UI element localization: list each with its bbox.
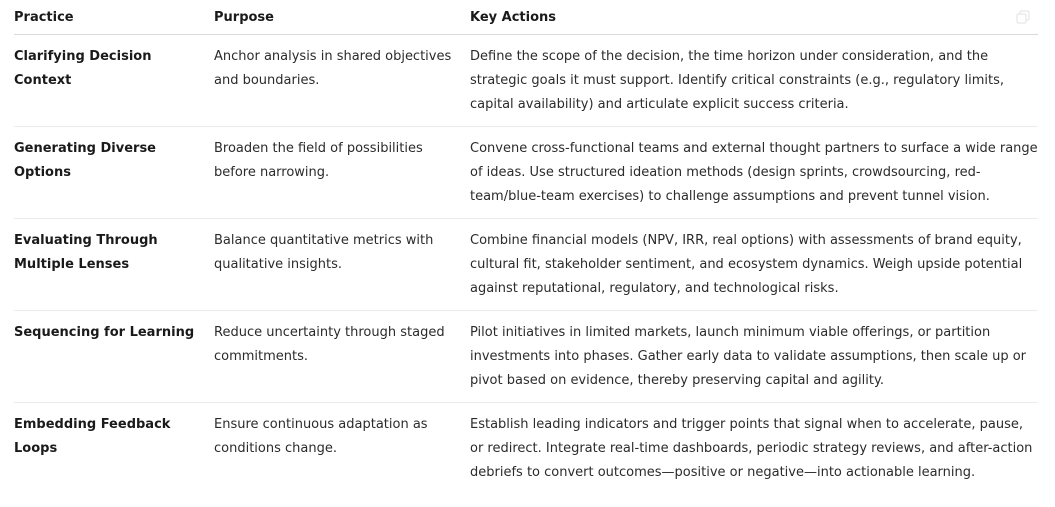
table-row — [14, 403, 1038, 495]
practices-table — [14, 0, 1038, 494]
practice-cell: Clarifying Decision Context — [14, 35, 214, 127]
table-row — [14, 35, 1038, 127]
purpose-cell: Balance quantitative metrics with qualitative insights. — [214, 219, 470, 311]
key-actions-cell: Convene cross-functional teams and external thought partners to surface a wide range of ideas. Use structured ideation methods (design sprints, crowdsourcing, red-team/blue-team exercises) to challenge assumptions and prevent tunnel vision. — [470, 127, 1038, 219]
key-actions-cell: Establish leading indicators and trigger points that signal when to accelerate, pause, or redirect. Integrate real-time dashboards, periodic strategy reviews, and after-action debriefs to convert outcomes—positive or negative—into actionable learning. — [470, 417, 1033, 480]
table-body — [14, 35, 1038, 495]
key-actions-cell: Pilot initiatives in limited markets, launch minimum viable offerings, or partition investments into phases. Gather early data to validate assumptions, then scale up or pivot based on evidence, thereby preserving capital and agility. — [470, 311, 1038, 403]
table-header — [14, 0, 1038, 35]
header-practice: Practice — [14, 0, 214, 35]
header-purpose: Purpose — [214, 0, 470, 35]
header-row — [14, 0, 1038, 35]
purpose-cell: Anchor analysis in shared objectives and boundaries. — [214, 35, 470, 127]
key-actions-cell: Combine financial models (NPV, IRR, real options) with assessments of brand equity, cultural fit, stakeholder sentiment, and ecosystem dynamics. Weigh upside potential against reputational, regulatory, and technological risks. — [470, 219, 1038, 311]
table-row — [14, 219, 1038, 311]
practice-cell: Sequencing for Learning — [14, 311, 214, 403]
purpose-cell: Ensure continuous adaptation as conditions change. — [214, 417, 428, 456]
practice-cell: Generating Diverse Options — [14, 127, 214, 219]
table-row — [14, 311, 1038, 403]
practice-cell: Embedding Feedback Loops — [14, 417, 171, 456]
copy-icon[interactable] — [1016, 10, 1030, 24]
key-actions-cell: Define the scope of the decision, the time horizon under consideration, and the strategic goals it must support. Identify critical constraints (e.g., regulatory limits, capital availability) and articulate explicit success criteria. — [470, 35, 1038, 127]
purpose-cell: Reduce uncertainty through staged commitments. — [214, 311, 470, 403]
table-row — [14, 127, 1038, 219]
practice-cell: Evaluating Through Multiple Lenses — [14, 219, 214, 311]
header-key-actions: Key Actions — [470, 0, 1038, 35]
purpose-cell: Broaden the field of possibilities before narrowing. — [214, 127, 470, 219]
practices-table-container — [14, 0, 1038, 494]
